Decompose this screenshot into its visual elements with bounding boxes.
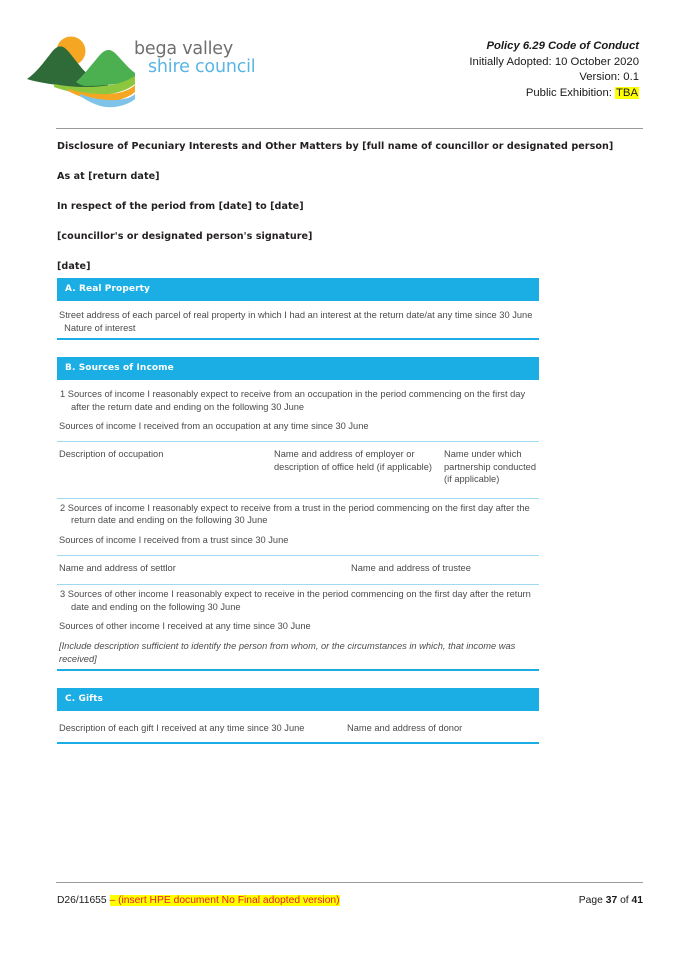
gift-col-description: Description of each gift I received at any time since 30 June xyxy=(59,723,305,734)
section-sources-of-income xyxy=(57,357,539,671)
council-logo xyxy=(24,32,274,112)
occupation-col-2: Name and address of employer or description of office held (if applicable) xyxy=(274,448,432,472)
meta-exhibition-value: TBA xyxy=(616,86,638,99)
section-real-property xyxy=(57,278,539,340)
footer-document-id-block xyxy=(57,895,340,906)
footer-page-of: of xyxy=(620,895,629,906)
section-gifts xyxy=(57,688,539,744)
section-b-item2-received: Sources of income I received from a trust since 30 June xyxy=(59,534,289,545)
meta-adopted: Initially Adopted: 10 October 2020 xyxy=(469,55,639,68)
intro-line-4: [councillor's or designated person's signature] xyxy=(57,231,313,242)
gift-col-donor: Name and address of donor xyxy=(347,723,463,734)
footer-note: – (insert HPE document No Final adopted version) xyxy=(109,895,340,906)
section-b-item2-expect: 2 Sources of income I reasonably expect to receive from a trust in the period commencing on the first day after the return date and ending on the following 30 June xyxy=(60,502,530,526)
section-a-heading: A. Real Property xyxy=(57,278,539,301)
footer-page-current: 37 xyxy=(605,895,618,906)
section-a-col-a: Street address of each parcel of real property in which I had an interest at the return date/at any time since 30 June xyxy=(59,310,533,320)
section-c-heading: C. Gifts xyxy=(57,688,539,711)
logo-line-one: bega valley xyxy=(134,39,233,59)
meta-public-exhibition xyxy=(469,86,639,102)
section-b-item1-expect: 1 Sources of income I reasonably expect to receive from an occupation in the period commencing on the first day after the return date and ending on the following 30 June xyxy=(60,389,526,412)
occupation-col-3: Name under which partnership conducted (if applicable) xyxy=(444,448,536,485)
section-b-trust-columns xyxy=(57,556,539,581)
footer-page-number xyxy=(579,895,643,906)
footer-page-total: 41 xyxy=(631,895,643,906)
intro-line-2: As at [return date] xyxy=(57,171,160,182)
section-b-item3-note: [Include description sufficient to identify the person from whom, or the circumstances in which, that income was received] xyxy=(59,640,516,664)
meta-version: Version: 0.1 xyxy=(579,71,639,83)
occupation-col-1: Description of occupation xyxy=(59,448,164,459)
trust-col-trustee: Name and address of trustee xyxy=(351,562,471,573)
page-footer xyxy=(57,895,643,906)
section-b-item3-received: Sources of other income I received at any time since 30 June xyxy=(59,621,311,632)
footer-divider xyxy=(56,882,643,883)
section-b-body xyxy=(57,380,539,671)
header-divider xyxy=(56,128,643,129)
section-b-item1-received: Sources of income I received from an occupation at any time since 30 June xyxy=(59,421,369,432)
section-b-heading: B. Sources of Income xyxy=(57,357,539,380)
section-a-row xyxy=(57,306,539,338)
logo-wordmark xyxy=(134,40,284,77)
intro-line-5: [date] xyxy=(57,261,91,272)
intro-line-1: Disclosure of Pecuniary Interests and Other Matters by [full name of councillor or designated person] xyxy=(57,141,614,152)
section-b-item3-expect: 3 Sources of other income I reasonably expect to receive in the period commencing on the first day after the return date and ending on the following 30 June xyxy=(60,589,531,612)
section-c-body xyxy=(57,711,539,744)
logo-mountains-sun-icon xyxy=(24,32,136,108)
page-header xyxy=(0,30,675,116)
trust-col-settlor: Name and address of settlor xyxy=(59,562,176,573)
disclosure-sections xyxy=(57,278,539,761)
meta-exhibition-label: Public Exhibition: xyxy=(525,86,612,99)
section-c-columns xyxy=(57,716,539,742)
section-a-col-b: Nature of interest xyxy=(64,322,136,333)
intro-block xyxy=(57,140,645,290)
intro-line-3: In respect of the period from [date] to [date] xyxy=(57,201,304,212)
meta-policy: Policy 6.29 Code of Conduct xyxy=(486,40,639,52)
section-b-occupation-columns xyxy=(57,442,539,494)
footer-doc-id: D26/11655 xyxy=(57,895,107,906)
logo-line-two: shire council xyxy=(148,57,256,78)
document-meta xyxy=(469,39,639,101)
footer-page-prefix: Page xyxy=(578,895,603,906)
section-a-body xyxy=(57,301,539,340)
